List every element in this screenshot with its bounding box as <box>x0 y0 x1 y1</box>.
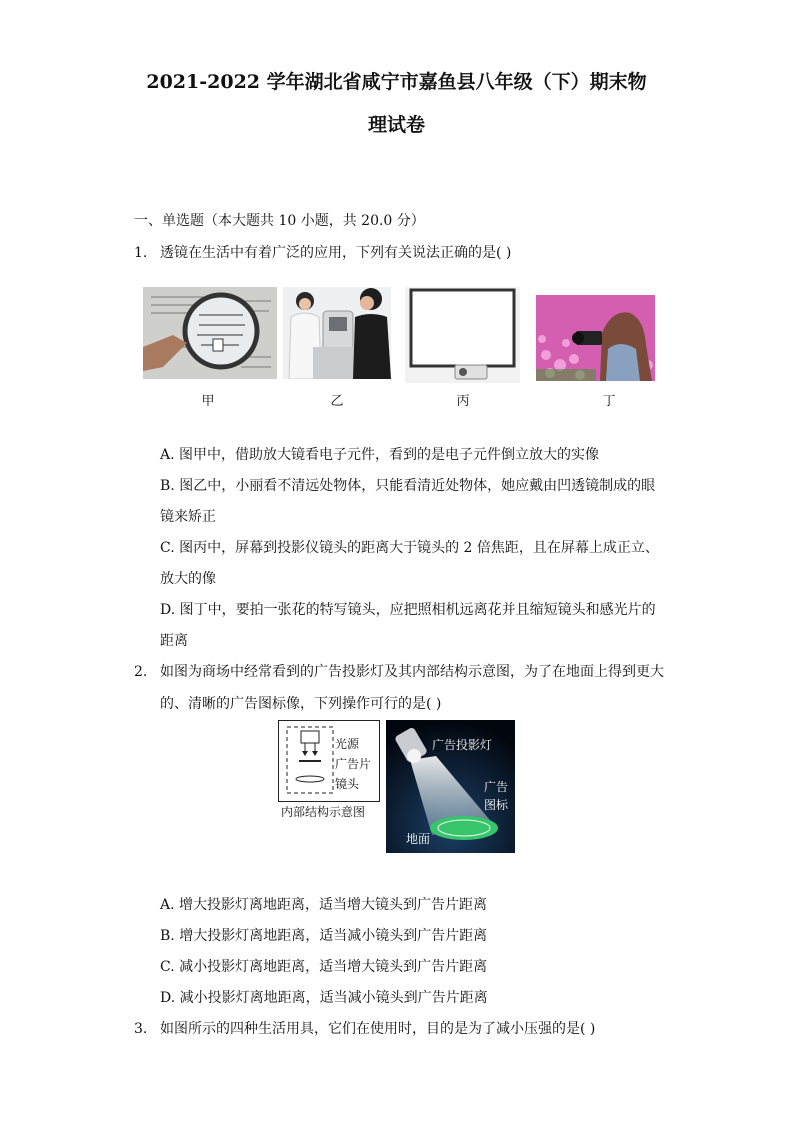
caption-ding: 丁 <box>602 394 616 409</box>
label-ad-icon-2: 图标 <box>484 798 509 812</box>
page-title-line-1: 2021-2022 学年湖北省咸宁市嘉鱼县八年级（下）期末物 <box>146 71 647 93</box>
page-title-line-2: 理试卷 <box>367 114 425 136</box>
question-stem: 透镜在生活中有着广泛的应用，下列有关说法正确的是( ) <box>160 245 512 261</box>
q1-option-d-cont: 距离 <box>160 633 188 649</box>
caption-bing: 丙 <box>456 394 470 409</box>
q2-option-c: C. 减小投影灯离地距离，适当增大镜头到广告片距离 <box>160 959 488 975</box>
label-ad-film: 广告片 <box>335 757 372 771</box>
section-heading: 一、单选题（本大题共 10 小题，共 20.0 分） <box>134 213 425 229</box>
question-stem: 如图所示的四种生活用具，它们在使用时，目的是为了减小压强的是( ) <box>160 1021 596 1037</box>
q1-option-a: A. 图甲中，借助放大镜看电子元件，看到的是电子元件倒立放大的实像 <box>160 447 600 463</box>
question-stem-line-1: 如图为商场中经常看到的广告投影灯及其内部结构示意图，为了在地面上得到更大 <box>160 664 664 680</box>
q2-option-b: B. 增大投影灯离地距离，适当减小镜头到广告片距离 <box>160 928 488 944</box>
flower-photographer-photo <box>536 295 655 381</box>
ad-projector-photo <box>386 720 515 853</box>
projector-screen-photo <box>405 287 520 383</box>
eye-exam-photo <box>283 287 391 379</box>
q1-option-b: B. 图乙中，小丽看不清远处物体，只能看清近处物体，她应戴由凹透镜制成的眼 <box>160 478 656 494</box>
question-number: 3. <box>134 1021 148 1037</box>
magnifier-photo <box>143 287 277 379</box>
question-number: 2. <box>134 664 148 680</box>
q2-option-a: A. 增大投影灯离地距离，适当增大镜头到广告片距离 <box>160 897 488 913</box>
q1-option-b-cont: 镜来矫正 <box>160 509 216 525</box>
caption-jia: 甲 <box>201 394 215 409</box>
label-ad-icon-1: 广告 <box>484 780 509 794</box>
question-2 <box>134 662 664 682</box>
structure-caption: 内部结构示意图 <box>281 805 366 819</box>
label-light-source: 光源 <box>335 737 360 751</box>
q2-option-d: D. 减小投影灯离地距离，适当减小镜头到广告片距离 <box>160 990 488 1006</box>
question-stem-line-2: 的、清晰的广告图标像，下列操作可行的是( ) <box>160 696 442 712</box>
caption-yi: 乙 <box>330 394 344 409</box>
label-ground: 地面 <box>406 832 431 846</box>
question-1 <box>134 243 512 263</box>
question-3 <box>134 1019 596 1039</box>
q1-option-c: C. 图丙中，屏幕到投影仪镜头的距离大于镜头的 2 倍焦距，且在屏幕上成正立、 <box>160 540 659 556</box>
internal-structure-diagram <box>278 720 380 802</box>
label-projector: 广告投影灯 <box>432 738 493 752</box>
label-lens: 镜头 <box>335 777 360 791</box>
q1-option-d: D. 图丁中，要拍一张花的特写镜头，应把照相机远离花并且缩短镜头和感光片的 <box>160 602 656 618</box>
question-number: 1. <box>134 245 148 261</box>
q1-option-c-cont: 放大的像 <box>160 571 216 587</box>
